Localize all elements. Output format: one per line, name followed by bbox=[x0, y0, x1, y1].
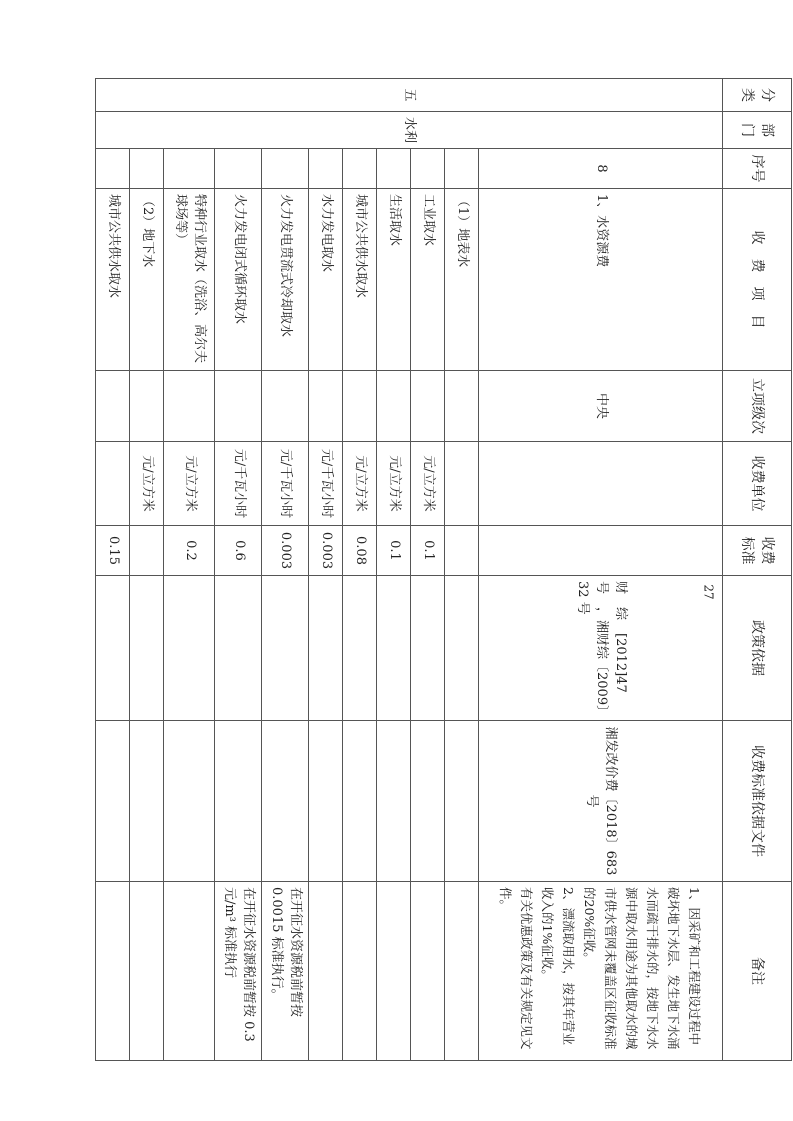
page-number: 27 bbox=[701, 584, 716, 600]
table-row bbox=[376, 79, 410, 1061]
table-row bbox=[308, 79, 342, 1061]
header-standard: 收费标准 bbox=[722, 526, 791, 576]
unit-cell bbox=[96, 442, 130, 526]
remark-cell bbox=[308, 882, 342, 1061]
item-cell: （2）地下水 bbox=[130, 189, 164, 371]
item-cell: 工业取水 bbox=[411, 189, 445, 371]
item-cell: 城市公共供水取水 bbox=[96, 189, 130, 371]
unit-cell: 元/立方米 bbox=[342, 442, 376, 526]
remark-cell bbox=[411, 882, 445, 1061]
item-cell: 特种行业取水（洗浴、高尔夫球场等） bbox=[164, 189, 215, 371]
header-department: 部门 bbox=[722, 112, 791, 149]
standard-cell: 0.1 bbox=[376, 526, 410, 576]
unit-cell: 元/千瓦小时 bbox=[308, 442, 342, 526]
rotated-sheet bbox=[95, 78, 792, 1060]
header-item: 收 费 项 目 bbox=[722, 189, 791, 371]
remark-line: 1、因采矿和工程建设过程中破坏地下水层、发生地下水涌水而疏干排水的，按地下水水源中取水用途为其他取水的城市供水管网未覆盖区征收标准的20%征收。 bbox=[582, 887, 703, 1050]
unit-cell: 元/立方米 bbox=[164, 442, 215, 526]
remark-cell: 在开征水资源税前暂按 0.3 元/m³ 标准执行 bbox=[215, 882, 262, 1061]
item-cell: 生活取水 bbox=[376, 189, 410, 371]
header-category: 分类 bbox=[722, 79, 791, 112]
remark-line: 2、漂流取用水，按其年营业收入的1%征收。 bbox=[540, 887, 577, 1045]
level-cell: 中央 bbox=[479, 371, 723, 442]
remark-cell bbox=[130, 882, 164, 1061]
standard-cell: 0.15 bbox=[96, 526, 130, 576]
standard-cell bbox=[445, 526, 479, 576]
standard-cell: 0.003 bbox=[308, 526, 342, 576]
header-level: 立项级次 bbox=[722, 371, 791, 442]
unit-cell: 元/立方米 bbox=[376, 442, 410, 526]
table-row bbox=[262, 79, 309, 1061]
standard-cell: 0.003 bbox=[262, 526, 309, 576]
unit-cell bbox=[479, 442, 723, 526]
header-unit: 收费单位 bbox=[722, 442, 791, 526]
unit-cell: 元/立方米 bbox=[411, 442, 445, 526]
header-policy: 政策依据 bbox=[722, 576, 791, 721]
remark-cell: 在开征水资源税前暂按 0.0015 标准执行。 bbox=[262, 882, 309, 1061]
fee-table bbox=[95, 78, 792, 1061]
standard-cell: 0.08 bbox=[342, 526, 376, 576]
header-standard-doc: 收费标准依据文件 bbox=[722, 721, 791, 882]
remark-cell bbox=[376, 882, 410, 1061]
item-cell: 火力发电贯流式冷却取水 bbox=[262, 189, 309, 371]
table-row bbox=[445, 79, 479, 1061]
remark-cell bbox=[479, 882, 723, 1061]
header-seq: 序号 bbox=[722, 149, 791, 189]
standard-cell: 0.2 bbox=[164, 526, 215, 576]
unit-cell: 元/立方米 bbox=[130, 442, 164, 526]
remark-line: 有关优惠政策及有关规定见文件。 bbox=[498, 887, 535, 1050]
standard-cell bbox=[130, 526, 164, 576]
category-cell: 五 bbox=[96, 79, 723, 112]
item-cell: 水力发电取水 bbox=[308, 189, 342, 371]
header-remark: 备注 bbox=[722, 882, 791, 1061]
remark-cell bbox=[164, 882, 215, 1061]
standard-doc-cell: 湘发改价费〔2018〕683 号 bbox=[479, 721, 723, 882]
unit-cell: 元/千瓦小时 bbox=[215, 442, 262, 526]
unit-cell: 元/千瓦小时 bbox=[262, 442, 309, 526]
standard-cell: 0.6 bbox=[215, 526, 262, 576]
item-cell: （1）地表水 bbox=[445, 189, 479, 371]
table-row bbox=[96, 79, 130, 1061]
unit-cell bbox=[445, 442, 479, 526]
remark-cell bbox=[342, 882, 376, 1061]
department-cell: 水利 bbox=[96, 112, 723, 149]
table-row bbox=[342, 79, 376, 1061]
table-row bbox=[479, 79, 723, 1061]
item-cell: 城市公共供水取水 bbox=[342, 189, 376, 371]
remark-cell bbox=[96, 882, 130, 1061]
seq-cell: 8 bbox=[479, 149, 723, 189]
standard-cell bbox=[479, 526, 723, 576]
remark-cell bbox=[445, 882, 479, 1061]
standard-cell: 0.1 bbox=[411, 526, 445, 576]
table-row bbox=[130, 79, 164, 1061]
policy-cell: 财 综 [2012]47 号 ，湘财综〔2009〕32 号 bbox=[479, 576, 723, 721]
item-cell: 1、水资源费 bbox=[479, 189, 723, 371]
table-row bbox=[164, 79, 215, 1061]
table-row bbox=[215, 79, 262, 1061]
header-row bbox=[722, 79, 791, 1061]
table-row bbox=[411, 79, 445, 1061]
item-cell: 火力发电闭式循环取水 bbox=[215, 189, 262, 371]
